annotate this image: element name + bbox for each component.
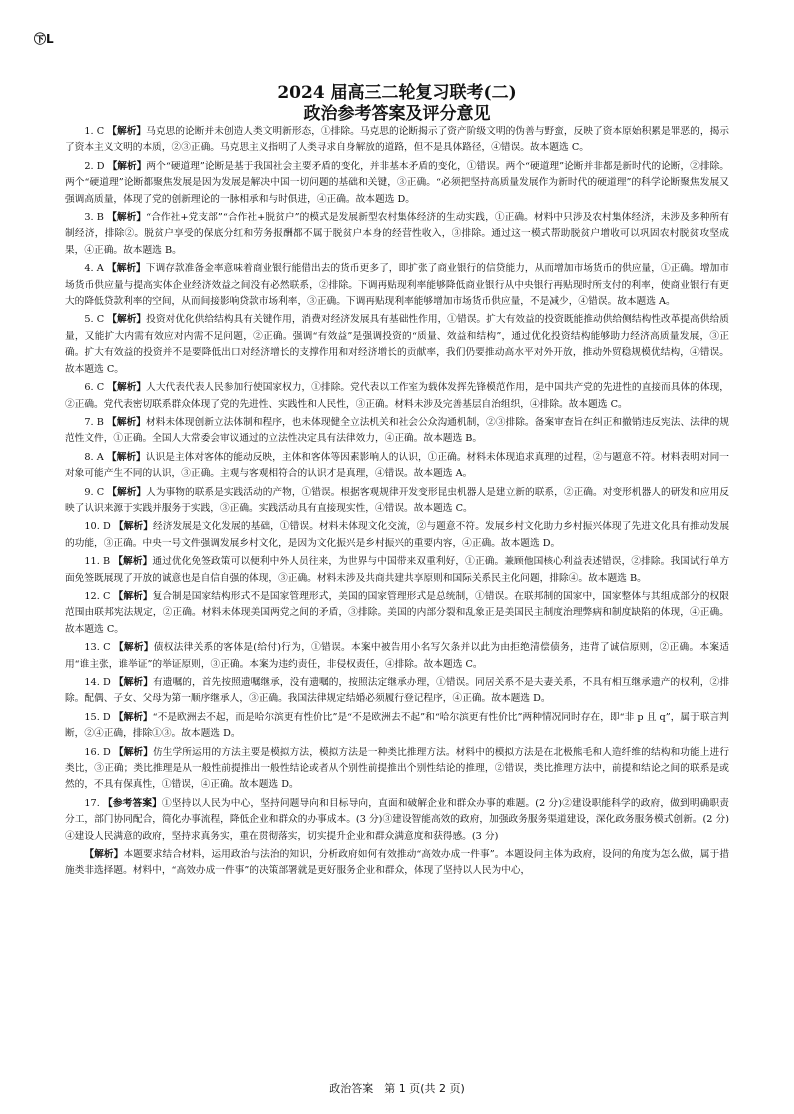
corner-mark: ㊦L <box>34 32 54 46</box>
answer-list <box>65 124 729 882</box>
answer-number: 17. <box>84 797 100 809</box>
answer-item <box>65 796 729 845</box>
answer-tag: 【解析】 <box>107 212 147 224</box>
answer-tag: 【解析】 <box>84 849 124 861</box>
page-title: 2024 届高三二轮复习联考(二) <box>277 83 517 103</box>
page-footer: 政治答案 第 1 页(共 2 页) <box>329 1082 465 1095</box>
answer-tag: 【解析】 <box>107 160 147 172</box>
answer-number: 13. C <box>84 642 111 654</box>
answer-tag: 【解析】 <box>107 382 147 394</box>
answer-tag: 【解析】 <box>107 486 147 498</box>
answer-item <box>65 261 729 310</box>
answer-text: 复合制是国家结构形式不是国家管理形式，美国的国家管理形式是总统制，①错误。在联邦制的国家中，国家整体与其组成部分的权限范围由联邦宪法规定，②正确。材料未体现美国两党之间的矛盾，③排除。美国的内部分裂和乱象正是美国民主制度治理弊病和制度缺陷的体现，④正确。故本题选 C。 <box>65 590 729 635</box>
answer-item <box>65 380 729 413</box>
answer-number: 14. D <box>84 677 111 688</box>
answer-item <box>65 847 729 880</box>
answer-text: 投资对优化供给结构具有关键作用，消费对经济发展具有基础性作用，①错误。扩大有效益的投资既能推动供给侧结构性改革提高供给质量，又能扩大内需有效应对内需不足问题，②正确。强调“有效益”是强调投资的“质量、效益和结构”，通过优化投资结构能够助力经济高质量发展，③正确。扩大有效益的投资并不是要降低出口对经济增长的支撑作用和对经济增长的贡献率，我们仍要推动高水平对外开放，推动外贸稳规模优结构，④错误。故本题选 C。 <box>65 314 729 375</box>
answer-text: 下调存款准备金率意味着商业银行能借出去的货币更多了，即扩张了商业银行的信贷能力，从而增加市场货币的供应量，①正确。增加市场货币供应量与提高实体企业经济效益之间没有必然联系，②排除。下调再贴现利率能够降低商业银行从中央银行再贴现时所支付的利率，使商业银行有更大的降低贷款利率的空间，从而间接影响贷款市场利率，③正确。下调再贴现利率能够增加市场货币供应量，不是减少，④错误。故本题选 A。 <box>65 263 729 308</box>
answer-tag: 【解析】 <box>113 556 153 568</box>
answer-item <box>65 312 729 378</box>
answer-item <box>65 640 729 673</box>
answer-tag: 【解析】 <box>113 711 153 723</box>
answer-number: 9. C <box>84 486 105 498</box>
answer-text: 经济发展是文化发展的基础，①错误。材料未体现文化交流，②与题意不符。发展乡村文化助力乡村振兴体现了先进文化具有推动发展的功能，③正确。中央一号文件强调发展乡村文化，是因为文化振兴是乡村振兴的重要内容，④正确。故本题选 D。 <box>65 521 730 549</box>
answer-text: 通过优化免签政策可以便利中外人员往来，为世界与中国带来双重利好，①正确。兼顾他国核心利益表述错误，②排除。我国试行单方面免签既展现了开放的诚意也是自信自强的体现，③正确。材料未涉及共商共建共享原则和国际关系民主化问题，排除④。故本题选 B。 <box>65 556 730 584</box>
page-subtitle: 政治参考答案及评分意见 <box>303 104 491 124</box>
answer-tag: 【解析】 <box>106 451 146 463</box>
answer-item <box>65 554 729 587</box>
answer-tag: 【解析】 <box>113 677 153 688</box>
answer-text: 两个“硬道理”论断是基于我国社会主要矛盾的变化，并非基本矛盾的变化，①错误。两个“硬道理”论断并非都是新时代的论断，②排除。两个“硬道理”论断都聚焦发展是因为发展是解决中国一切问题的基础和关键，③正确。“必须把坚持高质量发展作为新时代的硬道理”的科学论断聚焦发展又强调高质量，体现了党的创新理论的一脉相承和与时俱进，④正确。故本题选 D。 <box>65 160 729 205</box>
answer-item <box>65 589 729 638</box>
answer-text: 本题要求结合材料，运用政治与法治的知识，分析政府如何有效推动“高效办成一件事”。本题设问主体为政府，设问的角度为怎么做，属于措施类非选择题。材料中，“高效办成一件事”的决策部署就是更好服务企业和群众，体现了坚持以人民为中心， <box>65 849 730 877</box>
answer-number: 4. A <box>84 263 104 275</box>
answer-text: 仿生学所运用的方法主要是模拟方法，模拟方法是一种类比推理方法。材料中的模拟方法是在北极熊毛和人造纤维的结构和功能上进行类比，③正确；类比推理是从一般性前提推出一般性结论或者从个别性前提推出个别性结论的推理，②错误，类比推理方法中，前提和结论之间的联系是或然的，不具有保真性，①错误，④正确。故本题选 D。 <box>65 746 730 791</box>
answer-item <box>65 159 729 208</box>
answer-tag: 【解析】 <box>113 521 153 533</box>
answer-item <box>65 415 729 448</box>
answer-item <box>65 485 729 518</box>
answer-tag: 【解析】 <box>107 126 147 137</box>
answer-text: “合作社+党支部”“合作社+脱贫户”的模式是发展新型农村集体经济的生动实践，①正确。材料中只涉及农村集体经济，未涉及多种所有制经济，排除②。脱贫户享受的保底分红和劳务报酬都不属于脱贫户本身的经营性收入，③排除。通过这一模式帮助脱贫户增收可以巩固农村脱贫攻坚成果，④正确。故本题选 B。 <box>65 212 729 256</box>
answer-number: 12. C <box>84 590 111 602</box>
answer-text: 认识是主体对客体的能动反映，主体和客体等因素影响人的认识，①正确。材料未体现追求真理的过程，②与题意不符。材料表明对同一对象可能产生不同的认识，③正确。主观与客观相符合的认识才是真理，④错误。故本题选 A。 <box>65 451 729 480</box>
answer-text: 有遗嘱的，首先按照遗嘱继承，没有遗嘱的，按照法定继承办理，①错误。同居关系不是夫妻关系，不具有相互继承遗产的权利，②排除。配偶、子女、父母为第一顺序继承人，③正确。我国法律规定结婚必须履行登记程序，④正确。故本题选 D。 <box>65 677 730 705</box>
answer-tag: 【解析】 <box>106 263 146 275</box>
answer-item <box>65 710 729 743</box>
answer-text: 人大代表代表人民参加行使国家权力，①排除。党代表以工作室为载体发挥先锋模范作用，是中国共产党的先进性的直接而具体的体现，②正确。党代表密切联系群众体现了党的先进性、实践性和人民性，③正确。材料未涉及完善基层自治组织，④排除。故本题选 C。 <box>65 382 729 410</box>
answer-number: 8. A <box>84 451 104 463</box>
answer-tag: 【参考答案】 <box>103 797 162 809</box>
answer-item <box>65 675 729 708</box>
answer-text: ①坚持以人民为中心，坚持问题导向和目标导向，直面和破解企业和群众办事的难题。(2 分)②建设职能科学的政府，做到明确职责分工，部门协同配合，简化办事流程，降低企业和群众的办事成本。(3 分)③建设智能高效的政府，加强政务服务渠道建设，深化政务服务模式创新。(2 分)④建设人民满意的政府，坚持求真务实，重在贯彻落实，切实提升企业和群众满意度和获得感。(3 分) <box>65 797 729 842</box>
answer-number: 5. C <box>84 314 105 326</box>
answer-tag: 【解析】 <box>113 590 153 602</box>
answer-text: 债权法律关系的客体是(给付)行为，①错误。本案中被告用小名写欠条并以此为由拒绝清偿债务，违背了诚信原则，②正确。本案适用“谁主张，谁举证”的举证原则，③正确。本案为违约责任，非侵权责任，④排除。故本题选 C。 <box>65 642 729 670</box>
answer-item <box>65 745 729 794</box>
answer-number: 1. C <box>84 126 105 137</box>
answer-item <box>65 519 729 552</box>
answer-text: “不是欧洲去不起，而是哈尔滨更有性价比”是“不是欧洲去不起”和“哈尔滨更有性价比”两种情况同时存在，即“非 p 且 q”，属于联言判断，②④正确，排除①③。故本题选 D。 <box>65 711 729 740</box>
answer-number: 15. D <box>84 711 111 723</box>
answer-text: 人为事物的联系是实践活动的产物，①错误。根据客观规律开发变形昆虫机器人是建立新的联系，②正确。对变形机器人的研发和应用反映了认识来源于实践并服务于实践，③正确。实践活动具有直接现实性，④错误。故本题选 C。 <box>65 486 729 514</box>
answer-number: 6. C <box>84 382 105 394</box>
answer-tag: 【解析】 <box>107 416 146 428</box>
answer-text: 材料未体现创新立法体制和程序，也未体现健全立法机关和社会公众沟通机制，②③排除。备案审查旨在纠正和撤销违反宪法、法律的规范性文件，①正确。全国人大常委会审议通过的立法性决定具有法律效力，④正确。故本题选 B。 <box>65 416 730 445</box>
answer-tag: 【解析】 <box>107 314 147 326</box>
answer-number: 3. B <box>84 212 104 224</box>
answer-number: 2. D <box>84 160 105 172</box>
answer-tag: 【解析】 <box>113 642 154 654</box>
answer-number: 10. D <box>84 521 111 533</box>
answer-tag: 【解析】 <box>113 746 153 758</box>
answer-text: 马克思的论断并未创造人类文明新形态，①排除。马克思的论断揭示了资产阶级文明的伪善与野蛮，反映了资本原始积累是罪恶的，揭示了资本主义文明的本质，②③正确。马克思主义指明了人类寻求自身解放的道路，但不是具体路径，④错误。故本题选 C。 <box>65 126 729 154</box>
answer-item <box>65 450 729 483</box>
answer-item <box>65 210 729 259</box>
answer-number: 7. B <box>84 416 104 428</box>
answer-item <box>65 124 729 157</box>
answer-number: 11. B <box>84 556 111 568</box>
answer-number: 16. D <box>84 746 111 758</box>
